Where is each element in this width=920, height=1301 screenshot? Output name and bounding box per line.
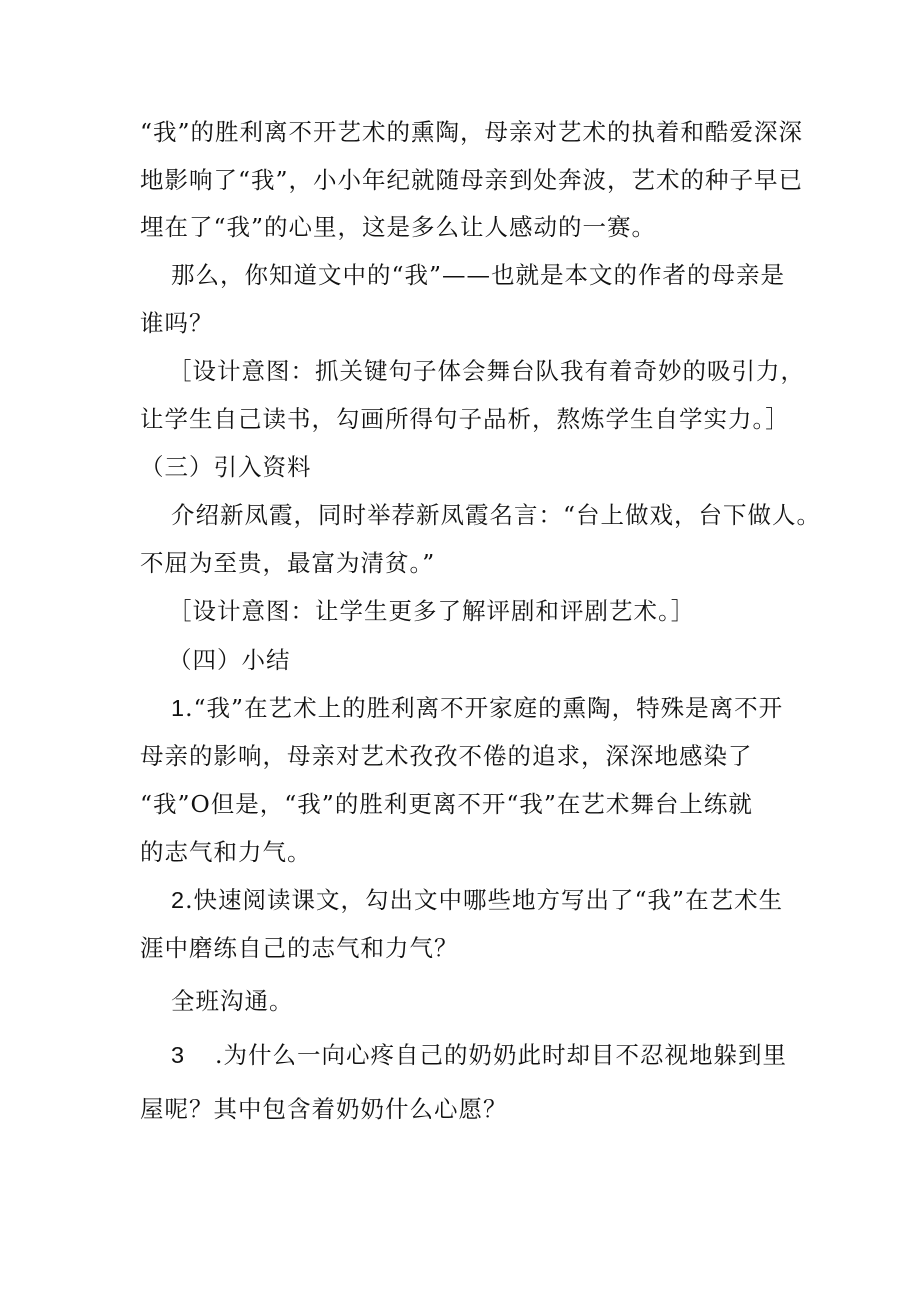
text-line: 全班沟通。 bbox=[171, 987, 294, 1015]
section-heading: （四）小结 bbox=[168, 646, 291, 674]
text-line: 的志气和力气。 bbox=[140, 838, 312, 866]
list-item-text: .为什么一向心疼自己的奶奶此时却目不忍视地躲到里 bbox=[215, 1041, 787, 1069]
text-line: 母亲的影响，母亲对艺术孜孜不倦的追求，深深地感染了 bbox=[140, 742, 753, 770]
list-item-text: .“我”在艺术上的胜利离不开家庭的熏陶，特殊是离不开 bbox=[185, 694, 784, 722]
text-line: 介绍新凤霞，同时举荐新凤霞名言：“台上做戏，台下做人。 bbox=[171, 501, 822, 529]
list-item-line bbox=[171, 693, 783, 723]
text-line: 不屈为至贵，最富为清贫。” bbox=[140, 549, 436, 577]
text-line: 地影响了“我”，小小年纪就随母亲到处奔波，艺术的种子早已 bbox=[140, 166, 804, 194]
text-line: 谁吗？ bbox=[140, 309, 214, 337]
list-item-line bbox=[171, 1040, 787, 1070]
list-item-number: 3 bbox=[171, 1042, 186, 1068]
text-line: ［设计意图：让学生更多了解评剧和评剧艺术。］ bbox=[168, 597, 696, 625]
list-item-line bbox=[171, 885, 783, 915]
text-line: 屋呢？其中包含着奶奶什么心愿？ bbox=[140, 1095, 508, 1123]
list-item-number: 2 bbox=[171, 887, 186, 913]
text-line: 让学生自己读书，勾画所得句子品析，熬炼学生自学实力。］ bbox=[140, 405, 790, 433]
text-line: “我”O但是，“我”的胜利更离不开“我”在艺术舞台上练就 bbox=[140, 790, 753, 818]
text-line: ［设计意图：抓关键句子体会舞台队我有着奇妙的吸引力， bbox=[168, 357, 805, 385]
list-item-number: 1 bbox=[171, 695, 186, 721]
list-item-text: .快速阅读课文，勾出文中哪些地方写出了“我”在艺术生 bbox=[185, 886, 784, 914]
text-line: 涯中磨练自己的志气和力气？ bbox=[140, 934, 459, 962]
section-heading: （三）引入资料 bbox=[140, 453, 312, 481]
text-line: 埋在了“我”的心里，这是多么让人感动的一赛。 bbox=[140, 213, 657, 241]
text-line: 那么，你知道文中的“我”——也就是本文的作者的母亲是 bbox=[171, 261, 786, 289]
text-line: “我”的胜利离不开艺术的熏陶，母亲对艺术的执着和酷爱深深 bbox=[140, 118, 804, 146]
